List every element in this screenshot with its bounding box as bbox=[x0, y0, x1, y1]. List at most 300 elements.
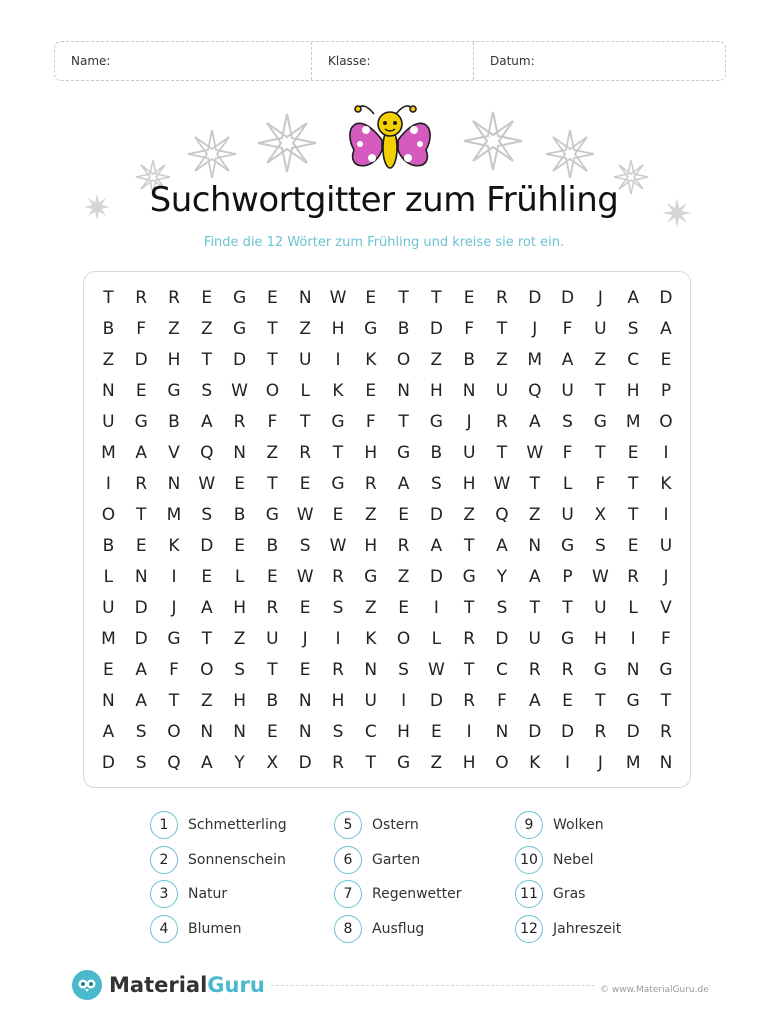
grid-cell[interactable]: H bbox=[331, 690, 345, 711]
grid-cell[interactable]: R bbox=[299, 442, 312, 463]
grid-cell[interactable]: E bbox=[398, 504, 409, 525]
grid-cell[interactable]: A bbox=[135, 690, 148, 711]
grid-cell[interactable]: B bbox=[397, 318, 410, 339]
grid-cell[interactable]: T bbox=[201, 349, 212, 370]
word-column bbox=[515, 808, 621, 946]
grid-cell[interactable]: Z bbox=[528, 504, 541, 525]
grid-cell[interactable]: N bbox=[200, 721, 214, 742]
grid-cell[interactable]: E bbox=[135, 535, 147, 556]
grid-cell[interactable]: T bbox=[595, 442, 606, 463]
grid-cell[interactable]: U bbox=[266, 628, 279, 649]
grid-cell[interactable]: G bbox=[593, 411, 607, 432]
grid-cell[interactable]: A bbox=[135, 659, 148, 680]
grid-cell[interactable]: J bbox=[466, 411, 472, 432]
grid-cell[interactable]: T bbox=[529, 473, 540, 494]
grid-cell[interactable]: F bbox=[497, 690, 507, 711]
grid-cell[interactable]: Z bbox=[233, 628, 246, 649]
grid-cell[interactable]: A bbox=[660, 318, 672, 339]
grid-cell[interactable]: B bbox=[430, 442, 443, 463]
grid-cell[interactable]: N bbox=[397, 380, 410, 401]
grid-cell[interactable]: G bbox=[396, 752, 411, 773]
grid-cell[interactable]: Q bbox=[528, 380, 542, 401]
grid-cell[interactable]: A bbox=[200, 597, 213, 618]
grid-cell[interactable]: M bbox=[527, 349, 543, 370]
grid-cell[interactable]: R bbox=[135, 287, 148, 308]
grid-cell[interactable]: W bbox=[329, 287, 347, 308]
grid-cell[interactable]: N bbox=[233, 442, 246, 463]
grid-cell[interactable]: S bbox=[398, 659, 409, 680]
grid-cell[interactable]: D bbox=[429, 504, 443, 525]
grid-cell[interactable]: E bbox=[299, 597, 311, 618]
grid-cell[interactable]: R bbox=[332, 566, 344, 587]
grid-cell[interactable]: T bbox=[627, 504, 639, 525]
grid-cell[interactable]: T bbox=[627, 473, 639, 494]
grid-cell[interactable]: A bbox=[528, 566, 541, 587]
grid-cell[interactable]: H bbox=[364, 535, 378, 556]
grid-cell[interactable]: D bbox=[134, 349, 148, 370]
grid-cell[interactable]: N bbox=[102, 380, 115, 401]
grid-cell[interactable]: E bbox=[267, 721, 278, 742]
grid-cell[interactable]: D bbox=[528, 721, 542, 742]
grid-cell[interactable]: E bbox=[365, 287, 377, 308]
grid-row bbox=[92, 654, 682, 685]
grid-cell[interactable]: T bbox=[562, 597, 573, 618]
grid-cell[interactable]: H bbox=[233, 690, 246, 711]
grid-cell[interactable]: T bbox=[267, 349, 278, 370]
grid-cell[interactable]: U bbox=[298, 349, 312, 370]
grid-cell[interactable]: F bbox=[562, 442, 573, 463]
grid-cell[interactable]: L bbox=[300, 380, 310, 401]
grid-cell[interactable]: T bbox=[398, 287, 409, 308]
grid-cell[interactable]: Q bbox=[200, 442, 214, 463]
grid-cell[interactable]: M bbox=[101, 628, 116, 649]
grid-cell[interactable]: G bbox=[364, 318, 378, 339]
grid-cell[interactable]: K bbox=[332, 380, 344, 401]
grid-cell[interactable]: I bbox=[335, 628, 341, 649]
grid-cell[interactable]: W bbox=[329, 535, 347, 556]
grid-cell[interactable]: I bbox=[105, 473, 111, 494]
grid-cell[interactable]: S bbox=[562, 411, 573, 432]
grid-cell[interactable]: E bbox=[234, 535, 245, 556]
grid-cell[interactable]: U bbox=[561, 504, 574, 525]
grid-cell[interactable]: E bbox=[430, 721, 442, 742]
grid-cell[interactable]: N bbox=[298, 690, 312, 711]
grid-cell[interactable]: O bbox=[396, 628, 411, 649]
grid-cell[interactable]: G bbox=[364, 566, 378, 587]
grid-cell[interactable]: E bbox=[365, 380, 377, 401]
owl-logo-icon bbox=[72, 970, 102, 1000]
grid-cell[interactable]: R bbox=[135, 473, 148, 494]
grid-cell[interactable]: H bbox=[364, 442, 378, 463]
grid-cell[interactable]: U bbox=[462, 442, 476, 463]
grid-cell[interactable]: N bbox=[462, 380, 476, 401]
grid-cell[interactable]: T bbox=[463, 597, 475, 618]
grid-cell[interactable]: T bbox=[332, 442, 344, 463]
grid-cell[interactable]: G bbox=[593, 659, 607, 680]
grid-cell[interactable]: T bbox=[398, 411, 409, 432]
grid-cell[interactable]: E bbox=[267, 287, 278, 308]
grid-cell[interactable]: Z bbox=[397, 566, 410, 587]
grid-cell[interactable]: E bbox=[135, 380, 147, 401]
grid-cell[interactable]: T bbox=[365, 752, 376, 773]
grid-cell[interactable]: B bbox=[463, 349, 475, 370]
grid-cell[interactable]: C bbox=[364, 721, 377, 742]
grid-cell[interactable]: O bbox=[659, 411, 673, 432]
grid-cell[interactable]: J bbox=[171, 597, 177, 618]
grid-cell[interactable]: Z bbox=[463, 504, 475, 525]
grid-cell[interactable]: T bbox=[529, 597, 540, 618]
grid-cell[interactable]: G bbox=[232, 287, 247, 308]
grid-cell[interactable]: J bbox=[663, 566, 669, 587]
grid-cell[interactable]: E bbox=[267, 566, 278, 587]
grid-cell[interactable]: Z bbox=[266, 442, 279, 463]
grid-cell[interactable]: R bbox=[233, 411, 246, 432]
grid-cell[interactable]: U bbox=[495, 380, 509, 401]
grid-cell[interactable]: R bbox=[594, 721, 607, 742]
grid-cell[interactable]: K bbox=[365, 349, 377, 370]
grid-cell[interactable]: S bbox=[234, 659, 245, 680]
grid-cell[interactable]: W bbox=[493, 473, 511, 494]
grid-cell[interactable]: S bbox=[201, 504, 213, 525]
grid-cell[interactable]: L bbox=[431, 628, 442, 649]
grid-cell[interactable]: I bbox=[630, 628, 636, 649]
grid-cell[interactable]: D bbox=[200, 535, 214, 556]
grid-cell[interactable]: W bbox=[591, 566, 609, 587]
grid-cell[interactable]: A bbox=[200, 752, 213, 773]
grid-cell[interactable]: E bbox=[627, 535, 639, 556]
grid-cell[interactable]: G bbox=[232, 318, 247, 339]
grid-cell[interactable]: J bbox=[597, 752, 603, 773]
grid-cell[interactable]: J bbox=[532, 318, 538, 339]
grid-cell[interactable]: D bbox=[561, 721, 575, 742]
grid-cell[interactable]: U bbox=[364, 690, 377, 711]
grid-cell[interactable]: T bbox=[595, 380, 606, 401]
grid-cell[interactable]: M bbox=[625, 752, 641, 773]
grid-cell[interactable]: F bbox=[661, 628, 671, 649]
grid-cell[interactable]: S bbox=[627, 318, 639, 339]
name-label: Name: bbox=[71, 54, 111, 68]
grid-cell[interactable]: U bbox=[102, 597, 115, 618]
grid-cell[interactable]: S bbox=[135, 752, 147, 773]
grid-cell[interactable]: F bbox=[267, 411, 278, 432]
grid-cell[interactable]: G bbox=[626, 690, 640, 711]
grid-cell[interactable]: L bbox=[628, 597, 638, 618]
grid-cell[interactable]: Z bbox=[102, 349, 115, 370]
grid-cell[interactable]: G bbox=[429, 411, 443, 432]
grid-cell[interactable]: B bbox=[233, 504, 246, 525]
grid-cell[interactable]: X bbox=[266, 752, 279, 773]
grid-cell[interactable]: S bbox=[594, 535, 606, 556]
grid-cell[interactable]: R bbox=[332, 659, 344, 680]
grid-cell[interactable]: S bbox=[496, 597, 508, 618]
grid-cell[interactable]: L bbox=[562, 473, 573, 494]
grid-cell[interactable]: E bbox=[463, 287, 475, 308]
grid-cell[interactable]: O bbox=[265, 380, 280, 401]
grid-cell[interactable]: A bbox=[430, 535, 443, 556]
grid-cell[interactable]: B bbox=[102, 535, 115, 556]
grid-cell[interactable]: U bbox=[561, 380, 574, 401]
klasse-field[interactable] bbox=[311, 42, 473, 80]
grid-cell[interactable]: W bbox=[296, 566, 314, 587]
grid-cell[interactable]: S bbox=[201, 380, 213, 401]
grid-cell[interactable]: G bbox=[134, 411, 148, 432]
grid-cell[interactable]: D bbox=[659, 287, 673, 308]
grid-cell[interactable]: I bbox=[433, 597, 439, 618]
grid-cell[interactable]: E bbox=[299, 473, 311, 494]
grid-cell[interactable]: Z bbox=[168, 318, 180, 339]
grid-cell[interactable]: M bbox=[101, 442, 116, 463]
grid-cell[interactable]: F bbox=[169, 659, 179, 680]
grid-cell[interactable]: D bbox=[626, 721, 640, 742]
grid-cell[interactable]: T bbox=[201, 628, 212, 649]
grid-cell[interactable]: D bbox=[233, 349, 247, 370]
grid-cell[interactable]: S bbox=[430, 473, 442, 494]
grid-cell[interactable]: N bbox=[298, 721, 312, 742]
grid-cell[interactable]: I bbox=[663, 442, 669, 463]
grid-cell[interactable]: L bbox=[103, 566, 114, 587]
grid-cell[interactable]: R bbox=[496, 411, 508, 432]
grid-cell[interactable]: A bbox=[397, 473, 410, 494]
grid-cell[interactable]: W bbox=[198, 473, 216, 494]
grid-cell[interactable]: N bbox=[495, 721, 509, 742]
grid-cell[interactable]: D bbox=[429, 566, 443, 587]
grid-cell[interactable]: T bbox=[267, 659, 278, 680]
grid-cell[interactable]: Z bbox=[496, 349, 508, 370]
grid-cell[interactable]: E bbox=[332, 504, 344, 525]
grid-cell[interactable]: U bbox=[594, 318, 607, 339]
grid-cell[interactable]: N bbox=[626, 659, 640, 680]
name-field[interactable] bbox=[55, 42, 311, 80]
grid-cell[interactable]: R bbox=[397, 535, 410, 556]
flower-decoration-icon bbox=[256, 112, 318, 174]
grid-cell[interactable]: G bbox=[331, 411, 345, 432]
grid-cell[interactable]: A bbox=[561, 349, 574, 370]
grid-cell[interactable]: W bbox=[231, 380, 248, 401]
grid-cell[interactable]: R bbox=[496, 287, 508, 308]
grid-cell[interactable]: B bbox=[266, 690, 279, 711]
grid-cell[interactable]: W bbox=[526, 442, 544, 463]
logo-text-material: Material bbox=[109, 973, 208, 997]
grid-cell[interactable]: C bbox=[496, 659, 508, 680]
grid-cell[interactable]: K bbox=[529, 752, 541, 773]
grid-cell[interactable]: D bbox=[298, 752, 312, 773]
grid-cell[interactable]: U bbox=[102, 411, 115, 432]
grid-cell[interactable]: N bbox=[134, 566, 148, 587]
grid-cell[interactable]: G bbox=[560, 628, 575, 649]
grid-cell[interactable]: A bbox=[627, 287, 639, 308]
grid-cell[interactable]: N bbox=[233, 721, 246, 742]
grid-cell[interactable]: H bbox=[167, 349, 181, 370]
grid-cell[interactable]: D bbox=[429, 318, 443, 339]
grid-cell[interactable]: T bbox=[660, 690, 672, 711]
grid-cell[interactable]: R bbox=[528, 659, 541, 680]
grid-cell[interactable]: P bbox=[660, 380, 672, 401]
grid-cell[interactable]: M bbox=[166, 504, 182, 525]
grid-cell[interactable]: F bbox=[136, 318, 147, 339]
grid-cell[interactable]: A bbox=[528, 690, 541, 711]
grid-cell[interactable]: F bbox=[562, 318, 573, 339]
grid-cell[interactable]: I bbox=[565, 752, 571, 773]
grid-cell[interactable]: Z bbox=[364, 597, 377, 618]
grid-cell[interactable]: R bbox=[463, 628, 476, 649]
grid-cell[interactable]: R bbox=[364, 473, 377, 494]
grid-cell[interactable]: E bbox=[562, 690, 573, 711]
grid-cell[interactable]: E bbox=[398, 597, 409, 618]
grid-cell[interactable]: T bbox=[496, 442, 508, 463]
grid-cell[interactable]: Q bbox=[167, 752, 181, 773]
grid-cell[interactable]: K bbox=[365, 628, 377, 649]
grid-cell[interactable]: O bbox=[101, 504, 116, 525]
datum-field[interactable] bbox=[473, 42, 725, 80]
grid-cell[interactable]: N bbox=[659, 752, 673, 773]
grid-cell[interactable]: D bbox=[561, 287, 575, 308]
grid-cell[interactable]: H bbox=[233, 597, 246, 618]
grid-cell[interactable]: B bbox=[168, 411, 180, 432]
grid-cell[interactable]: G bbox=[167, 380, 181, 401]
grid-cell[interactable]: G bbox=[265, 504, 279, 525]
grid-cell[interactable]: S bbox=[332, 721, 344, 742]
grid-cell[interactable]: H bbox=[397, 721, 410, 742]
grid-cell[interactable]: Z bbox=[299, 318, 311, 339]
grid-cell[interactable]: I bbox=[466, 721, 472, 742]
grid-cell[interactable]: D bbox=[429, 690, 443, 711]
grid-cell[interactable]: H bbox=[462, 473, 476, 494]
grid-cell[interactable]: Z bbox=[594, 349, 607, 370]
grid-cell[interactable]: T bbox=[463, 535, 475, 556]
grid-cell[interactable]: B bbox=[102, 318, 115, 339]
grid-cell[interactable]: U bbox=[528, 628, 541, 649]
grid-cell[interactable]: B bbox=[266, 535, 279, 556]
grid-cell[interactable]: T bbox=[299, 411, 311, 432]
grid-cell[interactable]: H bbox=[331, 318, 345, 339]
grid-row bbox=[92, 685, 682, 716]
grid-cell[interactable]: H bbox=[429, 380, 443, 401]
grid-cell[interactable]: O bbox=[200, 659, 214, 680]
word-item bbox=[150, 843, 287, 878]
grid-cell[interactable]: O bbox=[495, 752, 509, 773]
grid-cell[interactable]: E bbox=[234, 473, 245, 494]
grid-cell[interactable]: V bbox=[660, 597, 672, 618]
grid-cell[interactable]: Y bbox=[234, 752, 245, 773]
grid-cell[interactable]: D bbox=[495, 628, 509, 649]
grid-cell[interactable]: I bbox=[171, 566, 177, 587]
grid-cell[interactable]: I bbox=[335, 349, 341, 370]
grid-cell[interactable]: W bbox=[427, 659, 445, 680]
grid-cell[interactable]: C bbox=[627, 349, 640, 370]
grid-cell[interactable]: S bbox=[299, 535, 311, 556]
grid-cell[interactable]: N bbox=[298, 287, 312, 308]
grid-cell[interactable]: N bbox=[528, 535, 542, 556]
grid-cell[interactable]: A bbox=[496, 535, 508, 556]
grid-cell[interactable]: M bbox=[625, 411, 641, 432]
grid-cell[interactable]: N bbox=[364, 659, 378, 680]
grid-cell[interactable]: Z bbox=[200, 690, 213, 711]
grid-cell[interactable]: J bbox=[597, 287, 603, 308]
grid-cell[interactable]: T bbox=[267, 473, 278, 494]
grid-cell[interactable]: T bbox=[168, 690, 180, 711]
grid-cell[interactable]: Z bbox=[430, 752, 443, 773]
grid-cell[interactable]: U bbox=[659, 535, 673, 556]
grid-cell[interactable]: X bbox=[594, 504, 607, 525]
grid-cell[interactable]: D bbox=[134, 628, 148, 649]
grid-cell[interactable]: T bbox=[431, 287, 442, 308]
grid-cell[interactable]: I bbox=[663, 504, 669, 525]
grid-cell[interactable]: N bbox=[102, 690, 115, 711]
grid-cell[interactable]: F bbox=[464, 318, 475, 339]
grid-cell[interactable]: D bbox=[134, 597, 148, 618]
grid-cell[interactable]: T bbox=[595, 690, 606, 711]
grid-cell[interactable]: E bbox=[201, 287, 213, 308]
grid-cell[interactable]: K bbox=[660, 473, 672, 494]
grid-cell[interactable]: A bbox=[528, 411, 541, 432]
grid-cell[interactable]: F bbox=[595, 473, 606, 494]
grid-cell[interactable]: A bbox=[200, 411, 213, 432]
grid-cell[interactable]: Z bbox=[364, 504, 377, 525]
grid-cell[interactable]: T bbox=[103, 287, 114, 308]
grid-cell[interactable]: H bbox=[626, 380, 640, 401]
grid-cell[interactable]: K bbox=[168, 535, 180, 556]
grid-cell[interactable]: G bbox=[331, 473, 345, 494]
grid-cell[interactable]: N bbox=[167, 473, 181, 494]
grid-cell[interactable]: Z bbox=[430, 349, 443, 370]
grid-cell[interactable]: H bbox=[462, 752, 476, 773]
grid-cell[interactable]: R bbox=[332, 752, 344, 773]
grid-cell[interactable]: R bbox=[561, 659, 574, 680]
grid-cell[interactable]: S bbox=[332, 597, 344, 618]
grid-cell[interactable]: G bbox=[560, 535, 575, 556]
grid-cell[interactable]: H bbox=[593, 628, 607, 649]
grid-cell[interactable]: R bbox=[660, 721, 672, 742]
grid-cell[interactable]: P bbox=[562, 566, 573, 587]
grid-cell[interactable]: A bbox=[135, 442, 148, 463]
grid-cell[interactable]: G bbox=[167, 628, 181, 649]
grid-cell[interactable]: E bbox=[299, 659, 311, 680]
grid-cell[interactable]: G bbox=[462, 566, 476, 587]
grid-cell[interactable]: Z bbox=[200, 318, 213, 339]
grid-cell[interactable]: R bbox=[266, 597, 279, 618]
grid-cell[interactable]: I bbox=[401, 690, 407, 711]
grid-cell[interactable]: R bbox=[463, 690, 476, 711]
grid-cell[interactable]: O bbox=[396, 349, 411, 370]
grid-cell[interactable]: A bbox=[102, 721, 115, 742]
grid-cell[interactable]: V bbox=[168, 442, 180, 463]
grid-cell[interactable]: E bbox=[660, 349, 672, 370]
grid-cell[interactable]: R bbox=[627, 566, 640, 587]
grid-cell[interactable]: S bbox=[135, 721, 147, 742]
grid-cell[interactable]: E bbox=[627, 442, 639, 463]
grid-cell[interactable]: G bbox=[659, 659, 673, 680]
grid-cell[interactable]: T bbox=[496, 318, 508, 339]
grid-cell[interactable]: U bbox=[594, 597, 607, 618]
grid-cell[interactable]: R bbox=[168, 287, 180, 308]
grid-cell[interactable]: E bbox=[201, 566, 213, 587]
grid-cell[interactable]: D bbox=[101, 752, 115, 773]
grid-cell[interactable]: T bbox=[267, 318, 278, 339]
grid-cell[interactable]: T bbox=[463, 659, 475, 680]
grid-cell[interactable]: T bbox=[136, 504, 147, 525]
grid-cell[interactable]: F bbox=[365, 411, 376, 432]
grid-cell[interactable]: W bbox=[296, 504, 314, 525]
header-fields bbox=[54, 41, 726, 81]
grid-cell[interactable]: D bbox=[528, 287, 542, 308]
grid-cell[interactable]: Y bbox=[496, 566, 508, 587]
grid-cell[interactable]: L bbox=[234, 566, 245, 587]
grid-cell[interactable]: J bbox=[302, 628, 308, 649]
grid-cell[interactable]: Q bbox=[495, 504, 509, 525]
grid-cell[interactable]: G bbox=[396, 442, 411, 463]
grid-cell[interactable]: O bbox=[167, 721, 181, 742]
grid-cell[interactable]: E bbox=[103, 659, 114, 680]
